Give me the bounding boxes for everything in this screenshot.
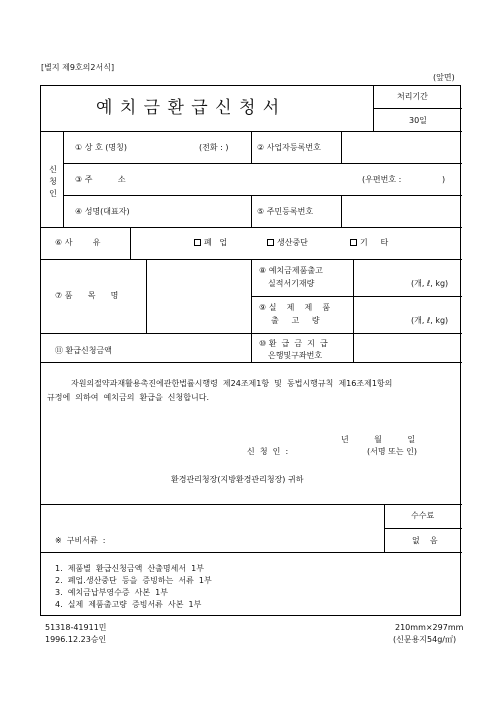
declaration-line-2: 규정에 의하여 예치금의 환급을 신청합니다. — [47, 393, 209, 402]
checkbox-production-stop[interactable] — [267, 239, 274, 246]
address-label: ③ 주 소 — [75, 175, 126, 184]
checkbox-other[interactable] — [350, 239, 357, 246]
attachment-item-3: 3. 예치금납부영수증 사본 1부 — [55, 588, 168, 597]
representative-label: ④ 성명(대표자) — [75, 207, 130, 216]
attachment-item-2: 2. 폐업․생산중단 등을 증빙하는 서류 1부 — [55, 576, 212, 585]
approval-date: 1996.12.23승인 — [45, 635, 107, 644]
form-code: 51318-41911민 — [45, 623, 107, 632]
postal-code-field[interactable]: (우편번호 : ) — [362, 175, 446, 184]
actual-shipment-label-1: ⑨ 실 제 제 품 — [259, 303, 331, 312]
application-date[interactable]: 년 월 일 — [341, 435, 416, 444]
applicant-signature-label: 신 청 인 : — [247, 447, 289, 456]
actual-shipment-unit: (개, ℓ, kg) — [411, 316, 449, 325]
signature-hint: (서명 또는 인) — [367, 447, 417, 456]
attachment-item-4: 4. 실제 제품출고량 증빙서류 사본 1부 — [55, 600, 202, 609]
trade-name-label: ① 상 호 (명칭) — [75, 143, 127, 152]
attachment-item-1: 1. 제품별 환급신청금액 산출명세서 1부 — [55, 564, 204, 573]
checkbox-closure[interactable] — [194, 239, 201, 246]
processing-period-value: 30일 — [409, 116, 427, 125]
phone-field[interactable]: (전화 : ) — [199, 143, 229, 152]
applicant-group-label: 신청인 — [49, 165, 57, 198]
business-reg-no-label: ② 사업자등록번호 — [257, 143, 321, 152]
reason-production-stop-option[interactable]: 생산중단 — [267, 239, 308, 247]
deposit-qty-unit: (개, ℓ, kg) — [411, 279, 449, 288]
paper-type: (신문용지54g/㎡) — [393, 635, 457, 644]
actual-shipment-label-2: 출 고 량 — [271, 316, 320, 325]
deposit-qty-label-2: 실적서기재량 — [268, 279, 315, 288]
form-title: 예 치 금 환 급 신 청 서 — [96, 98, 281, 118]
processing-period-label: 처리기간 — [397, 92, 428, 101]
form-reference: [별지 제9호의2서식] — [41, 63, 115, 72]
refund-account-label-2: 은행및구좌번호 — [268, 351, 323, 360]
attachments-label: ※ 구비서류 : — [55, 536, 106, 545]
declaration-line-1: 자원의절약과재활용촉진에관한법률시행령 제24조제1항 및 동법시행규칙 제16조제1항의 — [71, 379, 393, 388]
paper-size: 210mm×297mm — [395, 623, 464, 632]
reason-label: ⑥ 사 유 — [55, 238, 101, 247]
item-name-label: ⑦ 품 목 명 — [55, 291, 119, 300]
recipient-line: 환경관리청장(지방환경관리청장) 귀하 — [171, 475, 304, 484]
resident-no-label: ⑤ 주민등록번호 — [257, 207, 314, 216]
application-form — [40, 85, 461, 616]
reason-other-option[interactable]: 기 타 — [350, 239, 388, 247]
refund-account-label-1: ⑩ 환 급 금 지 급 — [259, 339, 328, 348]
reason-closure-option[interactable]: 폐 업 — [194, 239, 227, 247]
deposit-qty-label-1: ⑧ 예치금제품출고 — [259, 266, 323, 275]
fee-label: 수수료 — [411, 511, 435, 520]
page-side-label: (앞면) — [433, 73, 455, 82]
fee-value: 없 음 — [412, 536, 438, 545]
refund-amount-label: ⑪ 환급신청금액 — [55, 346, 112, 355]
